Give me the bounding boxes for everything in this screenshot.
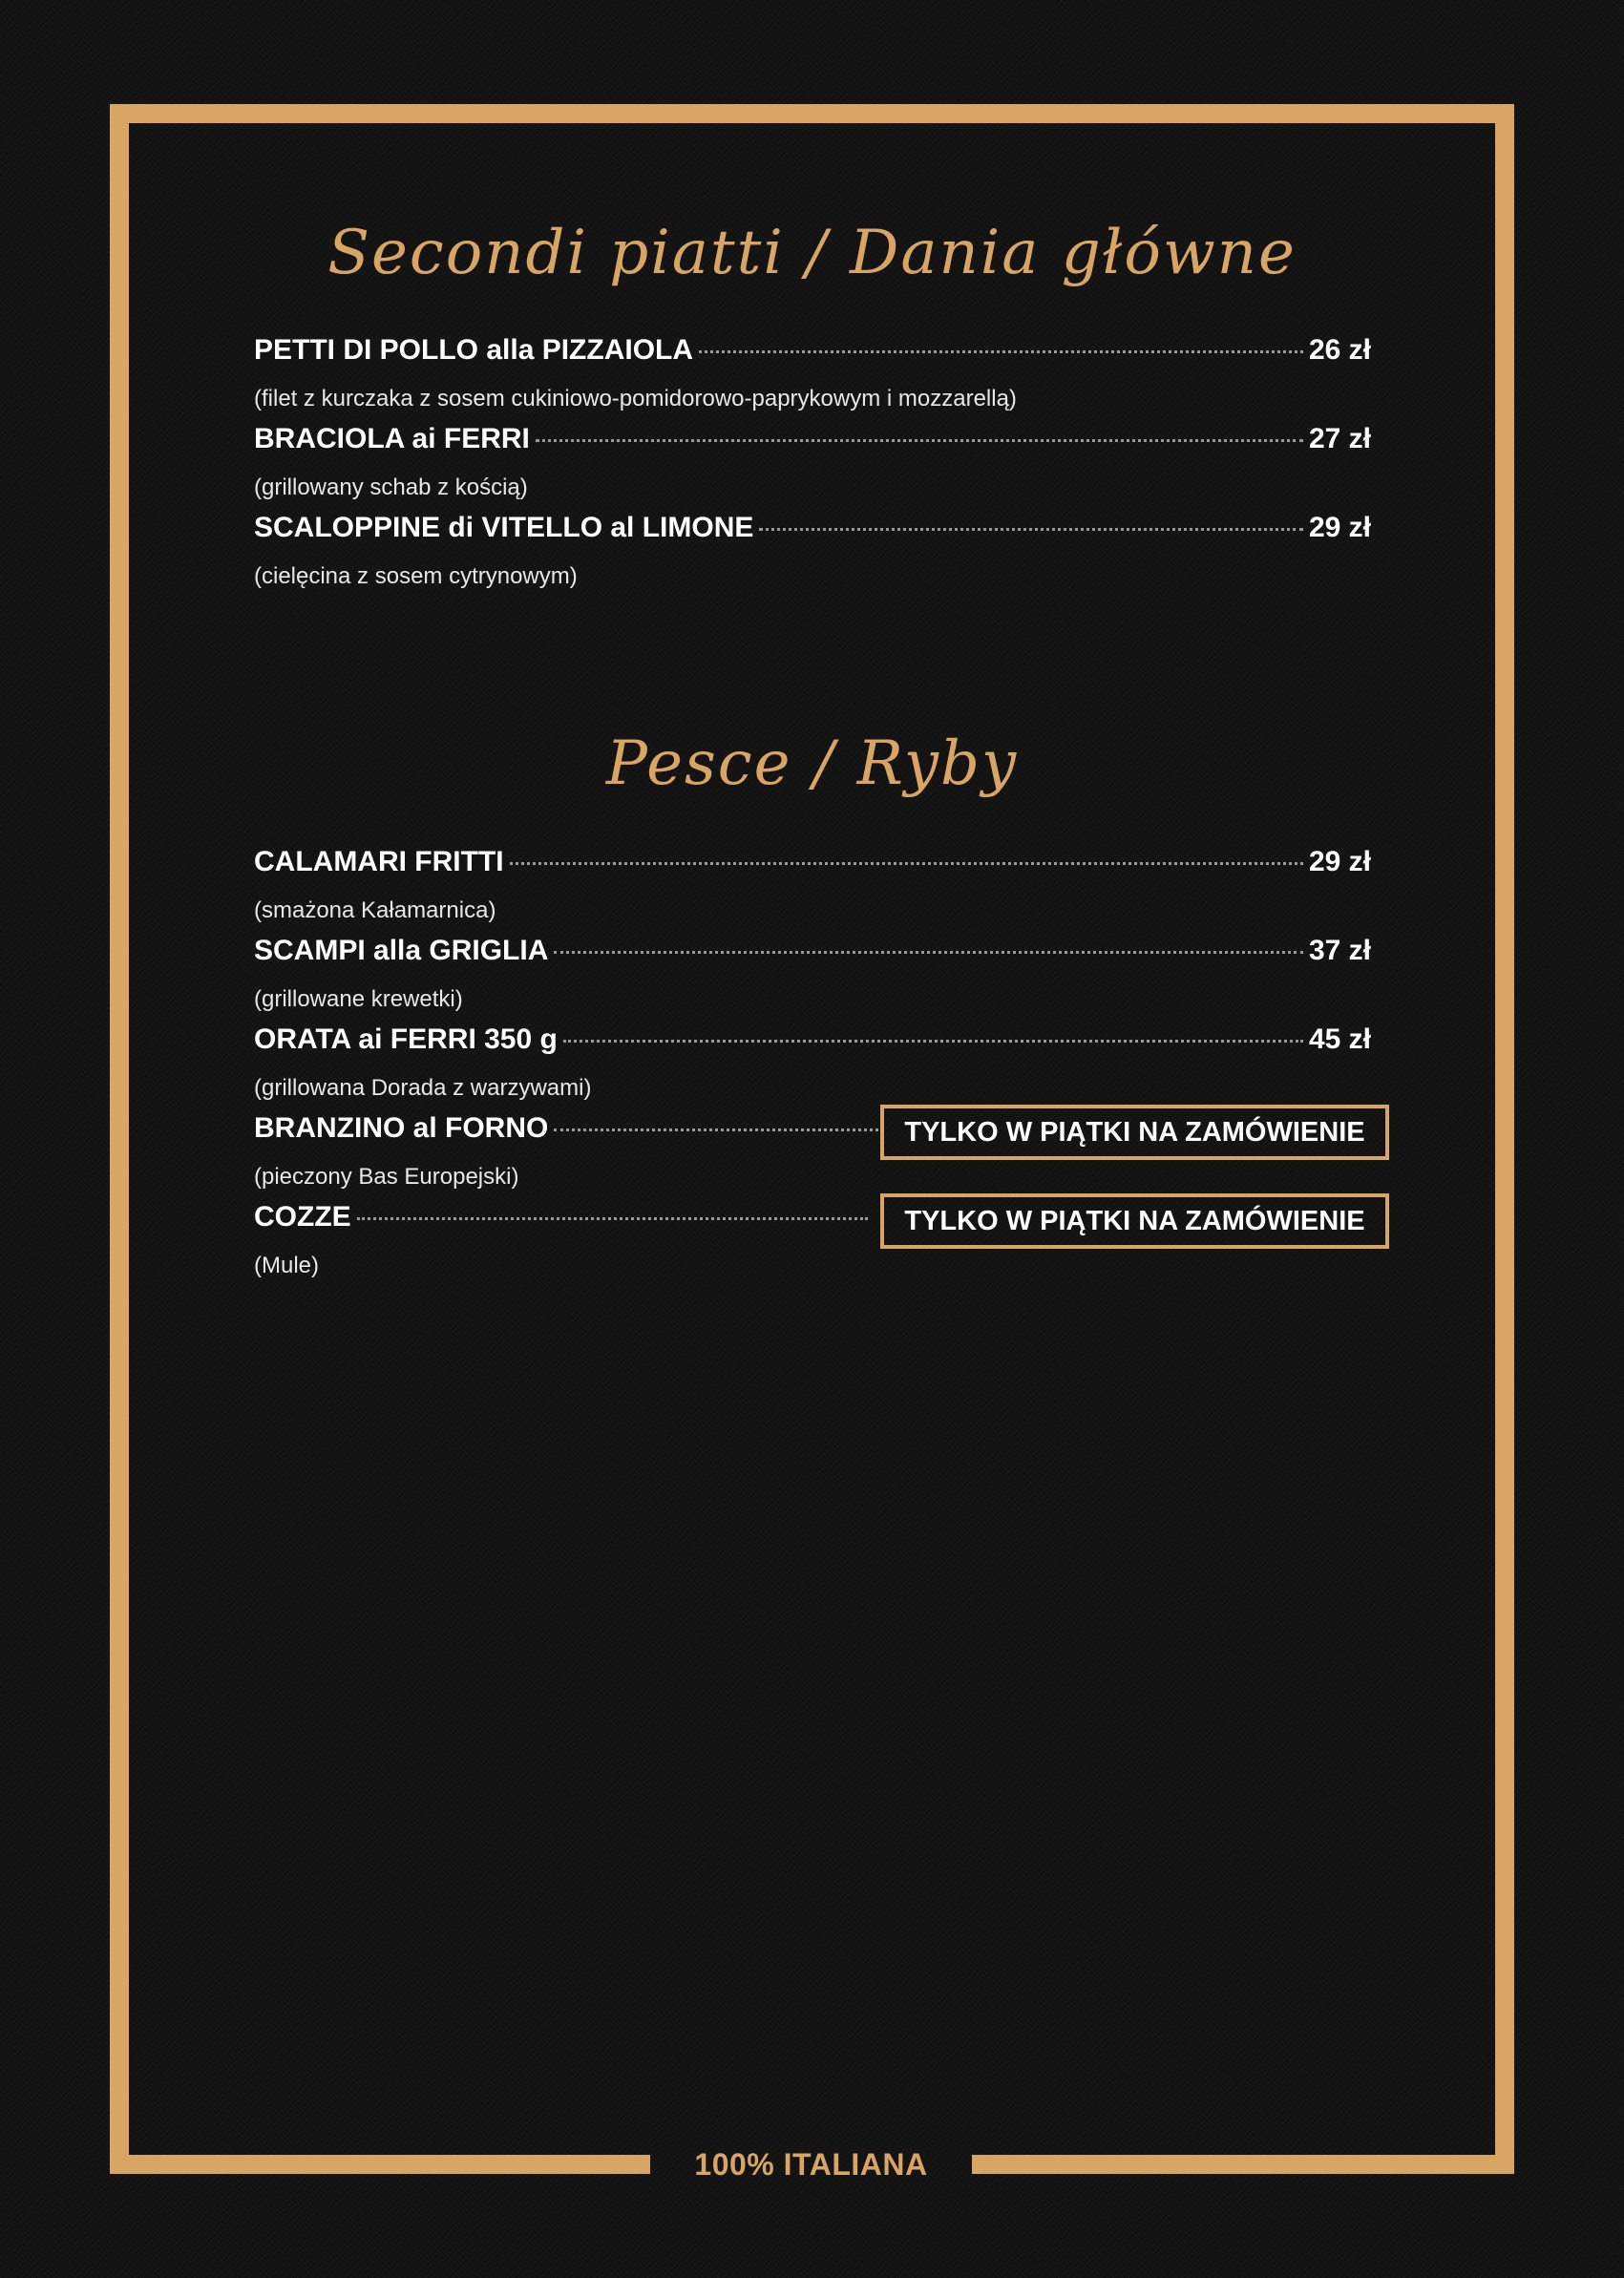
item-price: 26 zł [1308, 334, 1371, 366]
dot-leader [554, 951, 1303, 954]
special-order-badge: TYLKO W PIĄTKI NA ZAMÓWIENIE [880, 1105, 1389, 1160]
item-description: (Mule) [254, 1253, 320, 1278]
menu-item-special [254, 1201, 1371, 1290]
item-description: (grillowana Dorada z warzywami) [254, 1075, 592, 1101]
item-price: 29 zł [1308, 846, 1371, 877]
item-name: CALAMARI FRITTI [254, 846, 504, 877]
item-description: (smażona Kałamarnica) [254, 897, 496, 923]
dot-leader [699, 350, 1303, 353]
menu-item [254, 334, 1371, 423]
menu-item [254, 423, 1371, 512]
item-description: (grillowany schab z kością) [254, 475, 528, 500]
item-price: 29 zł [1308, 512, 1371, 543]
item-name: ORATA ai FERRI 350 g [254, 1023, 558, 1055]
section-title-secondi: Secondi piatti / Dania główne [327, 218, 1297, 288]
menu-item [254, 935, 1371, 1023]
item-name: BRACIOLA ai FERRI [254, 423, 530, 454]
item-name: COZZE [254, 1201, 351, 1233]
special-order-badge: TYLKO W PIĄTKI NA ZAMÓWIENIE [880, 1193, 1389, 1249]
item-price: 37 zł [1308, 935, 1371, 966]
menu-item [254, 512, 1371, 601]
dot-leader [554, 1128, 878, 1131]
item-name: PETTI DI POLLO alla PIZZAIOLA [254, 334, 694, 366]
dot-leader [563, 1040, 1303, 1043]
item-price: 45 zł [1308, 1023, 1371, 1055]
menu-item [254, 846, 1371, 935]
item-description: (filet z kurczaka z sosem cukiniowo-pomidorowo-paprykowym i mozzarellą) [254, 386, 1017, 411]
item-description: (cielęcina z sosem cytrynowym) [254, 563, 578, 589]
item-description: (grillowane krewetki) [254, 986, 463, 1012]
item-description: (pieczony Bas Europejski) [254, 1164, 519, 1190]
menu-list-pesce [254, 846, 1371, 1290]
item-name: SCAMPI alla GRIGLIA [254, 935, 549, 966]
dot-leader [510, 862, 1303, 865]
footer-tagline: 100% ITALIANA [694, 2147, 928, 2182]
item-price: 27 zł [1308, 423, 1371, 454]
menu-list-secondi [254, 334, 1371, 601]
menu-item [254, 1023, 1371, 1112]
section-title-pesce: Pesce / Ryby [605, 728, 1019, 799]
item-name: BRANZINO al FORNO [254, 1112, 549, 1144]
menu-item-special [254, 1112, 1371, 1201]
dot-leader [536, 439, 1303, 442]
dot-leader [759, 528, 1303, 531]
dot-leader [357, 1217, 868, 1220]
item-name: SCALOPPINE di VITELLO al LIMONE [254, 512, 754, 543]
